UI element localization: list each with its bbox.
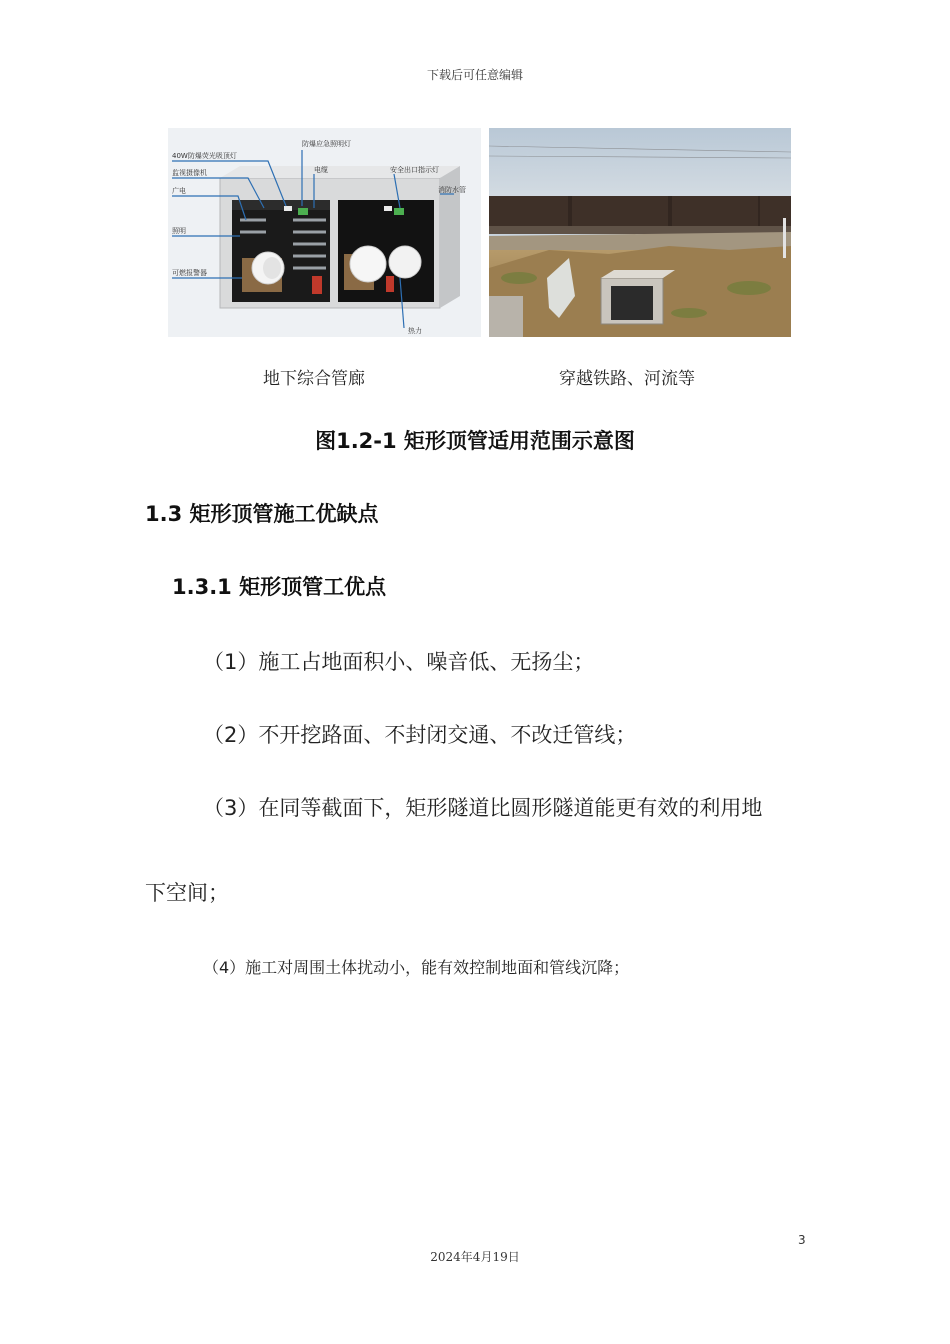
- callout-label: 电缆: [314, 166, 328, 174]
- callout-label: 消防水管: [438, 186, 466, 194]
- callout-label: 热力: [408, 327, 422, 335]
- figure-caption-right: 穿越铁路、河流等: [559, 369, 695, 389]
- figure-caption-left: 地下综合管廊: [263, 369, 365, 389]
- figure-title: 图1.2-1 矩形顶管适用范围示意图: [315, 429, 635, 453]
- callout-label: 防爆应急照明灯: [302, 140, 351, 148]
- page-number: 3: [798, 1233, 806, 1247]
- callout-label: 广电: [172, 187, 186, 195]
- list-item: （4）施工对周围土体扰动小，能有效控制地面和管线沉降；: [203, 958, 630, 977]
- callout-label: 可燃报警器: [172, 269, 207, 277]
- section-heading: 1.3 矩形顶管施工优缺点: [145, 502, 379, 526]
- callout-label: 安全出口指示灯: [390, 166, 439, 174]
- railway-crossing-photo: [489, 128, 791, 337]
- utility-tunnel-figure: [168, 128, 481, 337]
- list-item: （2）不开挖路面、不封闭交通、不改迁管线；: [203, 723, 637, 747]
- callout-label: 40W防爆荧光吸顶灯: [172, 152, 237, 160]
- list-item: （3）在同等截面下，矩形隧道比圆形隧道能更有效的利用地: [203, 796, 763, 820]
- subsection-heading: 1.3.1 矩形顶管工优点: [172, 575, 387, 599]
- callout-label: 照明: [172, 227, 186, 235]
- footer-date: 2024年4月19日: [430, 1250, 520, 1264]
- list-item: （1）施工占地面积小、噪音低、无扬尘；: [203, 650, 595, 674]
- page-header-note: 下载后可任意编辑: [426, 68, 523, 82]
- callout-label: 监视摄像机: [172, 169, 207, 177]
- list-item-continuation: 下空间；: [145, 881, 229, 905]
